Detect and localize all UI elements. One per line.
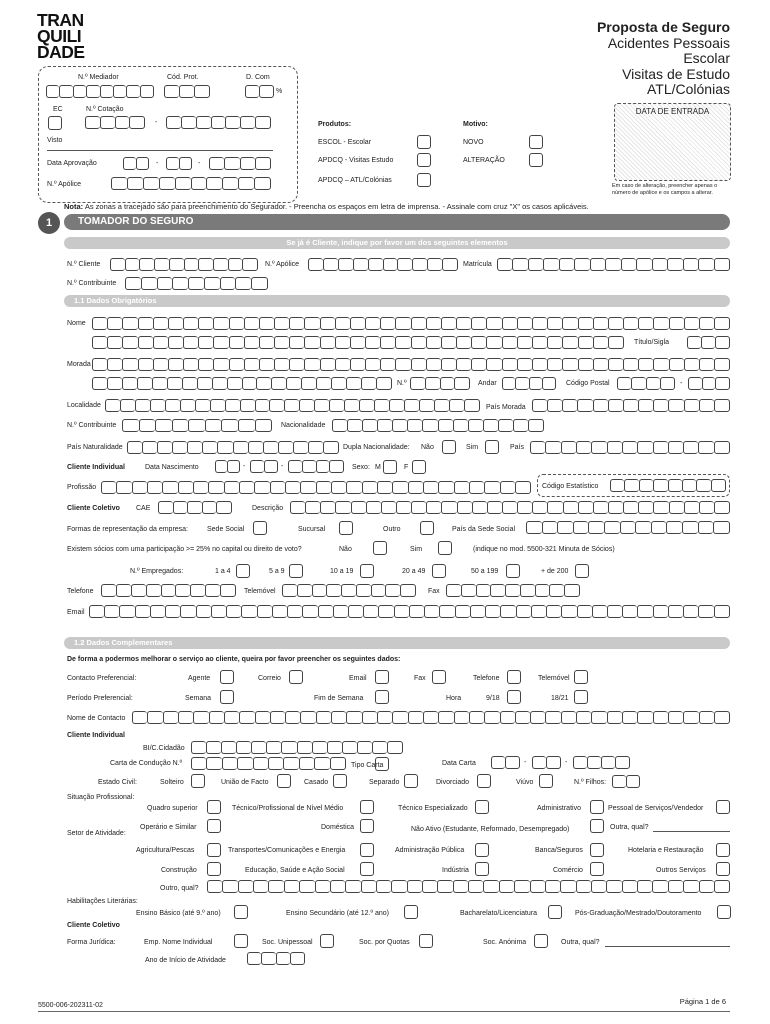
quadro-superior-checkbox[interactable]: [207, 800, 221, 814]
subsection-title: 1.2 Dados Complementares: [74, 638, 173, 647]
section-title: TOMADOR DO SEGURO: [78, 216, 194, 227]
administrativo-checkbox[interactable]: [590, 800, 604, 814]
andar-field[interactable]: [502, 377, 556, 390]
outro-checkbox[interactable]: [420, 521, 434, 535]
sexo-f-checkbox[interactable]: [412, 460, 426, 474]
aprovacao-label: Data Aprovação: [47, 160, 97, 167]
emp-nome-individual-checkbox[interactable]: [234, 934, 248, 948]
pais-naturalidade-label: País Naturalidade: [67, 444, 123, 451]
ctlm-checkbox[interactable]: [574, 670, 588, 684]
divorciado-label: Divorciado: [436, 779, 470, 786]
pais-naturalidade-field[interactable]: [127, 441, 339, 454]
nome-label: Nome: [67, 320, 86, 327]
cae-field[interactable]: [158, 501, 232, 514]
emp-20a49-label: 20 a 49: [402, 568, 426, 575]
apolice-label: N.º Apólice: [47, 181, 82, 188]
telefone-field[interactable]: [101, 584, 236, 597]
formas-label: Formas de representação da empresa:: [67, 526, 189, 533]
viuvo-label: Viúvo: [516, 779, 534, 786]
telemovel-label: Telemóvel: [244, 588, 276, 595]
nome-field-2[interactable]: [92, 336, 624, 349]
cliente-coletivo-2-label: Cliente Coletivo: [67, 922, 120, 929]
soc-quotas-label: Soc. por Quotas: [359, 939, 410, 946]
nascimento-month[interactable]: [250, 460, 278, 473]
produto-escol-label: ESCOL - Escolar: [318, 139, 372, 146]
dupla-sim-label: Sim: [466, 444, 479, 451]
socios-label: Existem sócios com uma participação >= 25% no capital ou direito de voto?: [67, 546, 302, 553]
tipo-carta-label: Tipo Carta: [351, 762, 384, 769]
casado-label: Casado: [304, 779, 329, 786]
morada-field-1[interactable]: [92, 358, 730, 371]
cliente-coletivo-label: Cliente Coletivo: [67, 505, 120, 512]
contacto-label: Contacto Preferencial:: [67, 675, 137, 682]
agricultura-checkbox[interactable]: [207, 843, 221, 857]
produto-visitas-checkbox[interactable]: [417, 153, 431, 167]
codigo-postal-label: Código Postal: [566, 380, 610, 387]
outros-servicos-label: Outros Serviços: [656, 867, 706, 874]
agente-checkbox[interactable]: [220, 670, 234, 684]
nome-contacto-label: Nome de Contacto: [67, 715, 126, 722]
data-nascimento-label: Data Nascimento: [145, 464, 199, 471]
ec-field[interactable]: [48, 116, 62, 130]
dash: -: [524, 759, 527, 766]
title-line: Acidentes Pessoais: [607, 34, 730, 51]
dash: -: [680, 380, 683, 387]
email-label: Email: [67, 609, 85, 616]
cemail-label: Email: [349, 675, 367, 682]
fim-semana-checkbox[interactable]: [375, 690, 389, 704]
filhos-field[interactable]: [612, 775, 640, 788]
administrativo-label: Administrativo: [537, 805, 581, 812]
dupla-nao-label: Não: [421, 444, 434, 451]
matricula-label: Matrícula: [463, 261, 492, 268]
section-number-text: 1: [45, 217, 53, 229]
emp-10a19-label: 10 a 19: [330, 568, 354, 575]
cfax-checkbox[interactable]: [432, 670, 446, 684]
administracao-publica-checkbox[interactable]: [475, 843, 489, 857]
title-line: Escolar: [683, 50, 730, 66]
educacao-label: Educação, Saúde e Ação Social: [245, 867, 345, 874]
ncontrib-label: N.º Contribuinte: [67, 280, 117, 287]
matricula-field[interactable]: [497, 258, 730, 271]
hotelaria-checkbox[interactable]: [716, 843, 730, 857]
emp-10a19-checkbox[interactable]: [360, 564, 374, 578]
separado-label: Separado: [369, 779, 400, 786]
emp-200-checkbox[interactable]: [575, 564, 589, 578]
sexo-label: Sexo:: [352, 464, 370, 471]
nome-contacto-field[interactable]: [132, 711, 730, 724]
fax-label: Fax: [428, 588, 440, 595]
titulo-label: Título/Sigla: [634, 339, 670, 346]
carta-field[interactable]: [191, 757, 346, 770]
industria-label: Indústria: [442, 867, 469, 874]
domestica-label: Doméstica: [321, 824, 355, 831]
licenciatura-label: Bacharelato/Licenciatura: [460, 910, 538, 917]
produtos-title: Produtos:: [318, 121, 352, 128]
tecnico-especializado-checkbox[interactable]: [475, 800, 489, 814]
tecnico-medio-checkbox[interactable]: [360, 800, 374, 814]
motivo-novo-checkbox[interactable]: [529, 135, 543, 149]
viuvo-checkbox[interactable]: [539, 774, 553, 788]
localidade-label: Localidade: [67, 402, 101, 409]
transportes-label: Transportes/Comunicações e Energia: [228, 847, 346, 854]
uniao-label: União de Facto: [221, 779, 269, 786]
emp-20a49-checkbox[interactable]: [432, 564, 446, 578]
correio-label: Correio: [258, 675, 281, 682]
dupla-sim-checkbox[interactable]: [485, 440, 499, 454]
dupla-label: Dupla Nacionalidade:: [343, 444, 410, 451]
operario-checkbox[interactable]: [207, 819, 221, 833]
ctel-label: Telefone: [473, 675, 500, 682]
ano-inicio-label: Ano de Início de Atividade: [145, 957, 226, 964]
pos-graduacao-checkbox[interactable]: [717, 905, 731, 919]
sucursal-label: Sucursal: [298, 526, 326, 533]
cliente-bar: [64, 237, 730, 249]
complementares-intro: De forma a podermos melhorar o serviço ao cliente, queira por favor preencher os seguintes dados:: [67, 656, 401, 663]
sexo-m-checkbox[interactable]: [383, 460, 397, 474]
cae-label: CAE: [136, 505, 151, 512]
pessoal-servicos-label: Pessoal de Serviços/Vendedor: [608, 805, 704, 812]
pessoal-servicos-checkbox[interactable]: [716, 800, 730, 814]
fax-field[interactable]: [446, 584, 580, 597]
educacao-checkbox[interactable]: [360, 862, 374, 876]
title-line: Visitas de Estudo: [622, 65, 730, 82]
subsection-bar: [64, 295, 730, 307]
semana-label: Semana: [185, 695, 212, 702]
subsection-bar: [64, 637, 730, 649]
cotacao-field-1[interactable]: [85, 116, 145, 129]
title-main: Proposta de Seguro: [596, 19, 730, 35]
mediador-field[interactable]: [46, 85, 154, 98]
socios-nao-checkbox[interactable]: [373, 541, 387, 555]
outra-forma-line[interactable]: [605, 946, 730, 947]
profissao-field[interactable]: [101, 481, 531, 494]
habilitacoes-label: Habilitações Literárias:: [67, 898, 138, 905]
transportes-checkbox[interactable]: [360, 843, 374, 857]
bi-label: BI/C.Cidadão: [143, 745, 185, 752]
dupla-nao-checkbox[interactable]: [442, 440, 456, 454]
sexo-m-label: M: [375, 464, 381, 471]
nascimento-year[interactable]: [288, 460, 344, 473]
empregados-label: N.º Empregados:: [130, 568, 184, 575]
form-title: [597, 20, 730, 98]
hora-918-checkbox[interactable]: [507, 690, 521, 704]
soc-unipessoal-checkbox[interactable]: [320, 934, 334, 948]
pais-morada-label: País Morada: [486, 404, 526, 411]
localidade-field[interactable]: [105, 399, 480, 412]
nao-ativo-checkbox[interactable]: [590, 819, 604, 833]
solteiro-label: Solteiro: [160, 779, 184, 786]
socios-sim-label: Sim: [410, 546, 423, 553]
dash: -: [155, 119, 158, 126]
casado-checkbox[interactable]: [333, 774, 347, 788]
socios-sim-checkbox[interactable]: [438, 541, 452, 555]
tipo-carta-field[interactable]: [375, 757, 389, 771]
andar-label: Andar: [478, 380, 497, 387]
tecnico-especializado-label: Técnico Especializado: [398, 805, 468, 812]
data-carta-label: Data Carta: [442, 760, 476, 767]
filhos-label: N.º Filhos:: [574, 779, 607, 786]
ec-label: EC: [53, 106, 63, 113]
morada-field-2[interactable]: [92, 377, 392, 390]
cliente-individual-2-label: Cliente Individual: [67, 732, 125, 739]
carta-month[interactable]: [532, 756, 561, 769]
dupla-pais-field[interactable]: [530, 441, 730, 454]
logo-line: QUILI: [37, 26, 82, 46]
telemovel-field[interactable]: [282, 584, 416, 597]
quadro-superior-label: Quadro superior: [147, 805, 198, 812]
fim-semana-label: Fim de Semana: [314, 695, 364, 702]
cliente-individual-label: Cliente Individual: [67, 464, 125, 471]
outra-forma-label: Outra, qual?: [561, 939, 600, 946]
carta-label: Carta de Condução N.º: [110, 760, 183, 767]
produto-escol-checkbox[interactable]: [417, 135, 431, 149]
separado-checkbox[interactable]: [404, 774, 418, 788]
emp-1a4-checkbox[interactable]: [236, 564, 250, 578]
hora-918-label: 9/18: [486, 695, 500, 702]
aprovacao-month[interactable]: [166, 157, 192, 170]
aprovacao-day[interactable]: [123, 157, 149, 170]
dash: -: [243, 463, 246, 470]
cemail-checkbox[interactable]: [375, 670, 389, 684]
cotacao-field-2[interactable]: [166, 116, 271, 129]
soc-anonima-label: Soc. Anónima: [483, 939, 527, 946]
cotacao-label: N.º Cotação: [86, 106, 124, 113]
footer-code: 5500-006-202311-02: [38, 1002, 103, 1009]
logo-line: TRAN: [37, 10, 84, 30]
numero-field[interactable]: [410, 377, 470, 390]
soc-anonima-checkbox[interactable]: [534, 934, 548, 948]
visto-line[interactable]: [47, 150, 273, 151]
outra-situacao-label: Outra, qual?: [610, 824, 649, 831]
codigo-estatistico-label: Código Estatístico: [542, 483, 599, 490]
hotelaria-label: Hotelaria e Restauração: [628, 847, 704, 854]
codigo-postal-field-1[interactable]: [617, 377, 675, 390]
produto-visitas-label: APDCQ - Visitas Estudo: [318, 157, 394, 164]
ncontrib-field[interactable]: [122, 419, 272, 432]
correio-checkbox[interactable]: [289, 670, 303, 684]
comercio-checkbox[interactable]: [590, 862, 604, 876]
ano-inicio-field[interactable]: [247, 952, 305, 965]
nao-ativo-label: Não Ativo (Estudante, Reformado, Desempregado): [411, 826, 570, 833]
soc-unipessoal-label: Soc. Unipessoal: [262, 939, 313, 946]
sexo-f-label: F: [404, 464, 409, 471]
entrada-note: número de apólice e os campos a alterar.: [612, 190, 713, 196]
ncliente-field[interactable]: [110, 258, 258, 271]
numero-label: N.º: [397, 380, 407, 387]
administracao-publica-label: Administração Pública: [395, 847, 465, 854]
hora-1821-label: 18/21: [551, 695, 569, 702]
descricao-field[interactable]: [290, 501, 730, 514]
forma-juridica-label: Forma Jurídica:: [67, 939, 116, 946]
setor-label: Setor de Atividade:: [67, 830, 126, 837]
visto-label: Visto: [47, 137, 63, 144]
banca-label: Banca/Seguros: [535, 847, 583, 854]
dash: -: [281, 463, 284, 470]
dash: -: [198, 160, 201, 167]
dupla-pais-label: País: [510, 444, 525, 451]
emp-5a9-checkbox[interactable]: [289, 564, 303, 578]
titulo-field[interactable]: [687, 336, 730, 349]
emp-nome-individual-label: Emp. Nome Individual: [144, 939, 213, 946]
subsection-title: 1.1 Dados Obrigatórios: [74, 296, 157, 305]
emp-1a4-label: 1 a 4: [215, 568, 231, 575]
carta-day[interactable]: [491, 756, 520, 769]
ncliente-label: N.º Cliente: [67, 261, 101, 268]
comercio-label: Comércio: [553, 867, 583, 874]
agricultura-label: Agricultura/Pescas: [136, 847, 195, 854]
soc-quotas-checkbox[interactable]: [419, 934, 433, 948]
entrada-note: Em caso de alteração, preencher apenas o: [612, 183, 718, 189]
outros-servicos-checkbox[interactable]: [716, 862, 730, 876]
ensino-secundario-checkbox[interactable]: [404, 905, 418, 919]
agente-label: Agente: [188, 675, 211, 682]
situacao-label: Situação Profissional:: [67, 794, 135, 801]
motivo-alteracao-checkbox[interactable]: [529, 153, 543, 167]
divorciado-checkbox[interactable]: [477, 774, 491, 788]
construcao-label: Construção: [161, 867, 197, 874]
title-line: ATL/Colónias: [646, 81, 730, 97]
dcom-field[interactable]: [245, 85, 274, 98]
bi-field[interactable]: [191, 741, 403, 754]
ctlm-label: Telemóvel: [538, 675, 570, 682]
outro-setor-field[interactable]: [207, 880, 730, 893]
sede-label: Sede Social: [207, 526, 245, 533]
logo-line: DADE: [37, 42, 85, 62]
motivo-novo-label: NOVO: [463, 139, 484, 146]
outra-situacao-line[interactable]: [653, 831, 730, 832]
telefone-label: Telefone: [67, 588, 94, 595]
outro-label: Outro: [383, 526, 401, 533]
section-title-bar: [64, 214, 730, 230]
napolice-label: N.º Apólice: [265, 261, 300, 268]
indique-note: (indique no mod. 5500-321 Minuta de Sócios): [473, 546, 615, 553]
nacionalidade-field[interactable]: [332, 419, 544, 432]
semana-checkbox[interactable]: [220, 690, 234, 704]
percent-label: %: [276, 88, 283, 95]
nota-text: As zonas a tracejado são para preenchimento do Segurador. - Preencha os espaços em letra de imprensa. - Assinale com cruz "X" os casos aplicáveis.: [84, 202, 589, 211]
ncontrib-label: N.º Contribuinte: [67, 422, 117, 429]
aprovacao-year[interactable]: [209, 157, 271, 170]
ctel-checkbox[interactable]: [507, 670, 521, 684]
dash: -: [156, 160, 159, 167]
pais-morada-field[interactable]: [532, 399, 730, 412]
nome-field-1[interactable]: [92, 317, 730, 330]
sucursal-checkbox[interactable]: [339, 521, 353, 535]
ncontrib-cliente-field[interactable]: [125, 277, 268, 290]
dcom-label: D. Com: [246, 74, 270, 81]
nota-label: Nota:: [64, 202, 84, 211]
hora-label: Hora: [446, 695, 462, 702]
uniao-checkbox[interactable]: [277, 774, 291, 788]
construcao-checkbox[interactable]: [207, 862, 221, 876]
ensino-secundario-label: Ensino Secundário (até 12.º ano): [286, 910, 389, 917]
emp-5a9-label: 5 a 9: [269, 568, 285, 575]
motivo-alteracao-label: ALTERAÇÃO: [463, 157, 505, 164]
page-number: Página 1 de 6: [679, 997, 726, 1006]
cliente-bar-text: Se já é Cliente, indique por favor um dos seguintes elementos: [286, 238, 508, 247]
company-logo: [37, 12, 85, 60]
motivo-title: Motivo:: [463, 121, 488, 128]
profissao-label: Profissão: [67, 484, 97, 491]
cfax-label: Fax: [414, 675, 426, 682]
sede-checkbox[interactable]: [253, 521, 267, 535]
hora-1821-checkbox[interactable]: [574, 690, 588, 704]
pais-sede-label: País da Sede Social: [452, 526, 516, 533]
produto-atl-checkbox[interactable]: [417, 173, 431, 187]
pos-graduacao-label: Pós-Graduação/Mestrado/Doutoramento: [575, 910, 702, 917]
emp-50a199-checkbox[interactable]: [506, 564, 520, 578]
nota-line: [64, 203, 589, 211]
solteiro-checkbox[interactable]: [191, 774, 205, 788]
nacionalidade-label: Nacionalidade: [281, 422, 326, 429]
data-entrada-label: DATA DE ENTRADA: [635, 107, 710, 116]
estado-civil-label: Estado Civil:: [98, 779, 137, 786]
codprot-label: Cód. Prot.: [167, 74, 199, 81]
licenciatura-checkbox[interactable]: [548, 905, 562, 919]
pais-sede-field[interactable]: [526, 521, 730, 534]
emp-200-label: + de 200: [541, 568, 569, 575]
produto-atl-label: APDCQ – ATL/Colónias: [318, 177, 392, 184]
descricao-label: Descrição: [252, 505, 284, 512]
outro-setor-label: Outro, qual?: [160, 885, 199, 892]
codprot-field[interactable]: [164, 85, 210, 98]
tecnico-medio-label: Técnico/Profissional de Nível Médio: [232, 805, 344, 812]
codigo-postal-field-2[interactable]: [688, 377, 730, 390]
periodo-label: Período Preferencial:: [67, 695, 133, 702]
emp-50a199-label: 50 a 199: [471, 568, 499, 575]
industria-checkbox[interactable]: [475, 862, 489, 876]
socios-nao-label: Não: [339, 546, 352, 553]
morada-label: Morada: [67, 361, 91, 368]
operario-label: Operário e Similar: [140, 824, 197, 831]
banca-checkbox[interactable]: [590, 843, 604, 857]
footer-line: [38, 1011, 730, 1012]
dash: -: [565, 759, 568, 766]
napolice-field[interactable]: [308, 258, 458, 271]
ensino-basico-label: Ensino Básico (até 9.º ano): [136, 910, 221, 917]
section-number: [38, 212, 60, 234]
nascimento-day[interactable]: [215, 460, 240, 473]
carta-year[interactable]: [573, 756, 630, 769]
email-field[interactable]: [89, 605, 730, 618]
ensino-basico-checkbox[interactable]: [234, 905, 248, 919]
codigo-estatistico-field[interactable]: [610, 479, 726, 492]
apolice-field[interactable]: [111, 177, 271, 190]
mediador-label: N.º Mediador: [78, 74, 119, 81]
domestica-checkbox[interactable]: [360, 819, 374, 833]
